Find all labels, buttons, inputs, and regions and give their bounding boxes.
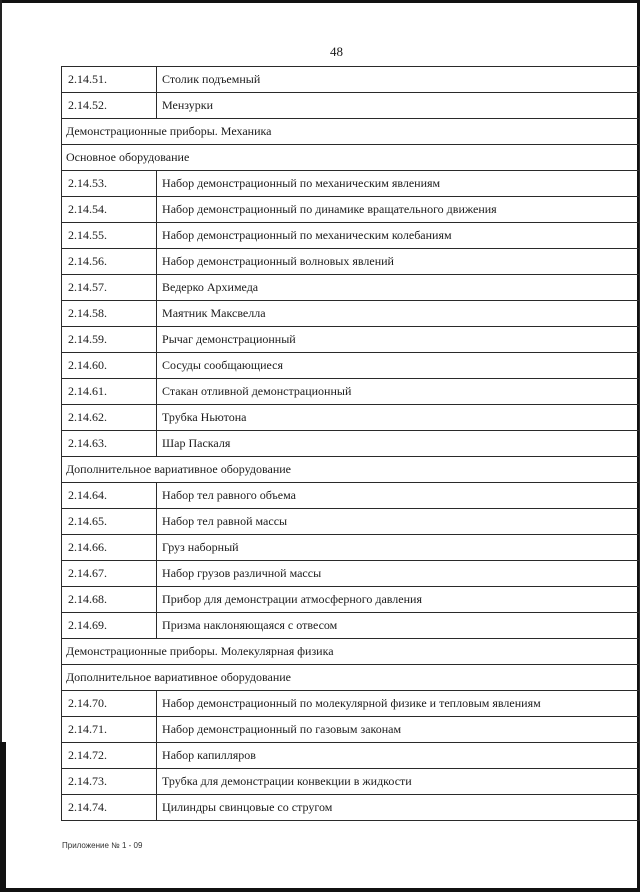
item-code: 2.14.63. (62, 431, 157, 457)
item-code: 2.14.65. (62, 509, 157, 535)
table-row (62, 561, 640, 587)
item-code: 2.14.66. (62, 535, 157, 561)
scan-edge-left-bottom (0, 742, 6, 892)
item-code: 2.14.55. (62, 223, 157, 249)
item-name: Трубка для демонстрации конвекции в жидкости (157, 769, 640, 795)
item-name: Призма наклоняющаяся с отвесом (157, 613, 640, 639)
table-row (62, 769, 640, 795)
table-row (62, 795, 640, 821)
item-name: Маятник Максвелла (157, 301, 640, 327)
item-code: 2.14.67. (62, 561, 157, 587)
item-code: 2.14.74. (62, 795, 157, 821)
table-row (62, 431, 640, 457)
footer-text: Приложение № 1 - 09 (62, 841, 143, 850)
section-row (62, 145, 640, 171)
item-code: 2.14.68. (62, 587, 157, 613)
section-heading: Дополнительное вариативное оборудование (62, 457, 640, 483)
item-code: 2.14.52. (62, 93, 157, 119)
item-code: 2.14.57. (62, 275, 157, 301)
table-row (62, 353, 640, 379)
section-row (62, 457, 640, 483)
item-code: 2.14.73. (62, 769, 157, 795)
table-row (62, 743, 640, 769)
item-name: Набор демонстрационный волновых явлений (157, 249, 640, 275)
table-row (62, 613, 640, 639)
table-row (62, 93, 640, 119)
item-name: Рычаг демонстрационный (157, 327, 640, 353)
item-name: Набор грузов различной массы (157, 561, 640, 587)
table-row (62, 275, 640, 301)
item-name: Набор тел равного объема (157, 483, 640, 509)
item-code: 2.14.62. (62, 405, 157, 431)
item-code: 2.14.69. (62, 613, 157, 639)
item-name: Столик подъемный (157, 67, 640, 93)
item-code: 2.14.72. (62, 743, 157, 769)
item-code: 2.14.51. (62, 67, 157, 93)
table-row (62, 717, 640, 743)
section-row (62, 665, 640, 691)
section-heading: Демонстрационные приборы. Механика (62, 119, 640, 145)
item-name: Шар Паскаля (157, 431, 640, 457)
item-code: 2.14.64. (62, 483, 157, 509)
item-name: Стакан отливной демонстрационный (157, 379, 640, 405)
item-code: 2.14.71. (62, 717, 157, 743)
table-row (62, 587, 640, 613)
table-row (62, 691, 640, 717)
item-code: 2.14.54. (62, 197, 157, 223)
item-name: Груз наборный (157, 535, 640, 561)
item-name: Мензурки (157, 93, 640, 119)
equipment-table-body (62, 67, 640, 821)
table-row (62, 509, 640, 535)
table-row (62, 67, 640, 93)
item-name: Трубка Ньютона (157, 405, 640, 431)
item-code: 2.14.61. (62, 379, 157, 405)
table-row (62, 197, 640, 223)
equipment-table (61, 66, 640, 821)
table-row (62, 171, 640, 197)
table-row (62, 535, 640, 561)
table-row (62, 301, 640, 327)
table-row (62, 379, 640, 405)
item-name: Набор демонстрационный по механическим колебаниям (157, 223, 640, 249)
page-number: 48 (330, 44, 343, 59)
section-heading: Основное оборудование (62, 145, 640, 171)
item-code: 2.14.53. (62, 171, 157, 197)
item-code: 2.14.56. (62, 249, 157, 275)
item-name: Набор демонстрационный по газовым законам (157, 717, 640, 743)
item-code: 2.14.58. (62, 301, 157, 327)
item-name: Набор тел равной массы (157, 509, 640, 535)
item-name: Набор демонстрационный по механическим явлениям (157, 171, 640, 197)
item-code: 2.14.60. (62, 353, 157, 379)
item-name: Набор демонстрационный по динамике вращательного движения (157, 197, 640, 223)
scan-edge-bottom (0, 888, 640, 892)
item-name: Сосуды сообщающиеся (157, 353, 640, 379)
item-code: 2.14.70. (62, 691, 157, 717)
table-row (62, 327, 640, 353)
table-row (62, 405, 640, 431)
section-heading: Демонстрационные приборы. Молекулярная физика (62, 639, 640, 665)
section-row (62, 119, 640, 145)
item-name: Набор демонстрационный по молекулярной физике и тепловым явлениям (157, 691, 640, 717)
item-name: Цилиндры свинцовые со стругом (157, 795, 640, 821)
item-name: Набор капилляров (157, 743, 640, 769)
scan-edge-top (0, 0, 640, 3)
section-heading: Дополнительное вариативное оборудование (62, 665, 640, 691)
item-name: Прибор для демонстрации атмосферного давления (157, 587, 640, 613)
item-code: 2.14.59. (62, 327, 157, 353)
table-row (62, 223, 640, 249)
table-row (62, 483, 640, 509)
item-name: Ведерко Архимеда (157, 275, 640, 301)
section-row (62, 639, 640, 665)
table-row (62, 249, 640, 275)
